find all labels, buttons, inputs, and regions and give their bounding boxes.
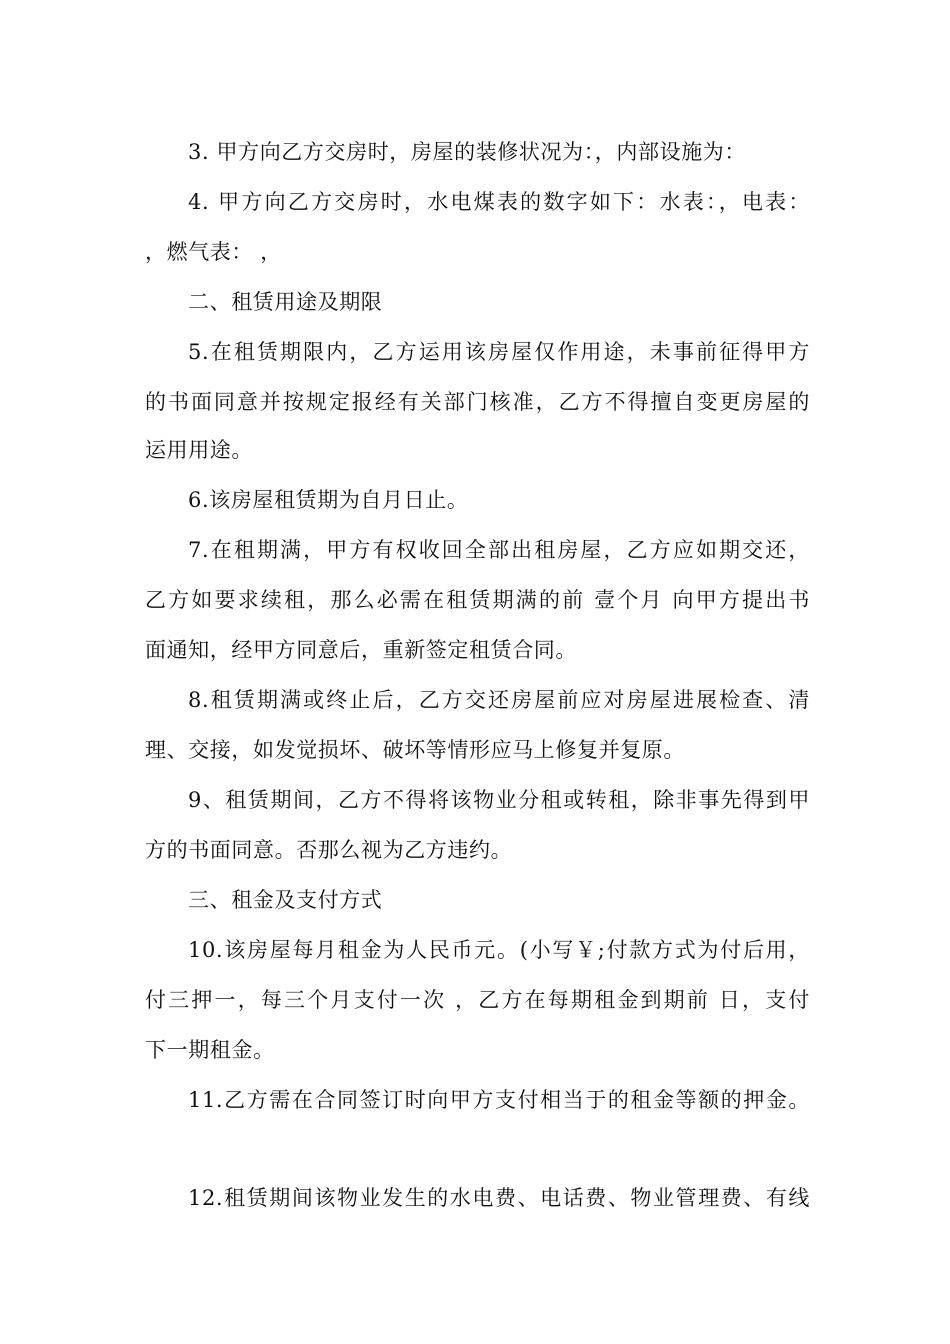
clause-4-line-1: 4. 甲方向乙方交房时，水电煤表的数字如下：水表：，电表： [188,190,810,214]
clause-9-line-1: 9、租赁期间，乙方不得将该物业分租或转租，除非事先得到甲 [188,788,810,812]
clause-5-line-3: 运用用途。 [145,438,253,462]
clause-7-line-1: 7.在租期满，甲方有权收回全部出租房屋，乙方应如期交还， [188,538,810,562]
clause-3-line-1: 3. 甲方向乙方交房时，房屋的装修状况为：，内部设施为： [188,140,747,164]
clause-11-line-1: 11.乙方需在合同签订时向甲方支付相当于的租金等额的押金。 [188,1088,810,1112]
clause-7-line-3: 面通知，经甲方同意后，重新签定租赁合同。 [145,638,577,662]
clause-10-line-1: 10.该房屋每月租金为人民币元。(小写￥;付款方式为付后用， [188,938,810,962]
clause-8-line-2: 理、交接，如发觉损坏、破坏等情形应马上修复并复原。 [145,738,685,762]
clause-8-line-1: 8.租赁期满或终止后，乙方交还房屋前应对房屋进展检查、清 [188,688,810,712]
clause-4-line-2: ，燃气表： ， [145,240,282,264]
clause-10-line-3: 下一期租金。 [145,1038,275,1062]
clause-6-line-1: 6.该房屋租赁期为自月日止。 [188,488,469,512]
clause-5-line-1: 5.在租赁期限内，乙方运用该房屋仅作用途，未事前征得甲方 [188,340,810,364]
clause-7-line-2: 乙方如要求续租，那么必需在租赁期满的前 壹个月 向甲方提出书 [145,588,810,612]
clause-12-line-1: 12.租赁期间该物业发生的水电费、电话费、物业管理费、有线 [188,1186,810,1210]
section-3-heading: 三、租金及支付方式 [188,888,383,912]
clause-5-line-2: 的书面同意并按规定报经有关部门核准，乙方不得擅自变更房屋的 [145,390,810,414]
clause-9-line-2: 方的书面同意。否那么视为乙方违约。 [145,838,513,862]
clause-10-line-2: 付三押一，每三个月支付一次 ，乙方在每期租金到期前 日，支付 [145,988,810,1012]
section-2-heading: 二、租赁用途及期限 [188,290,383,314]
